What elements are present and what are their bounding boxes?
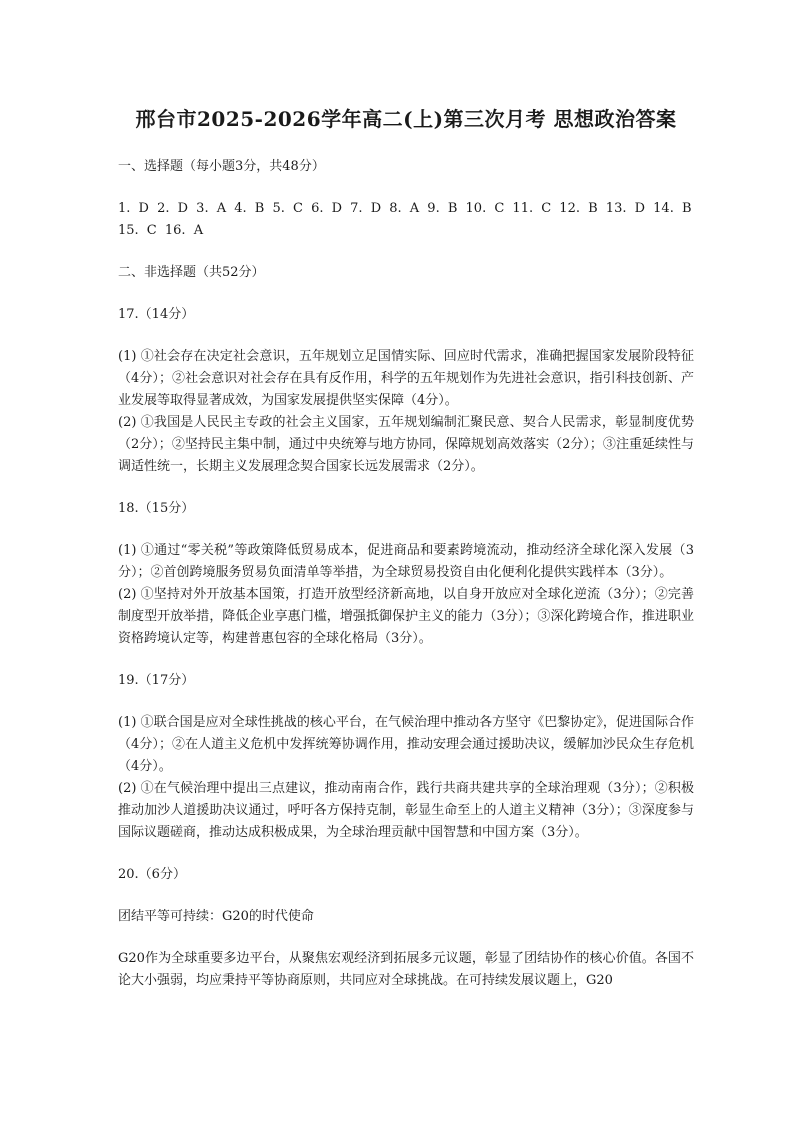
question-19-answer <box>118 712 694 844</box>
question-17-part-1: (1) ①社会存在决定社会意识，五年规划立足国情实际、回应时代需求，准确把握国家发展阶段特征（4分）；②社会意识对社会存在具有反作用，科学的五年规划作为先进社会意识，指引科技创新、产业发展等取得显著成效，为国家发展提供坚实保障（4分）。 <box>118 349 694 408</box>
section-2-heading: 二、非选择题（共52分） <box>118 265 265 280</box>
question-19-heading: 19.（17分） <box>118 673 195 688</box>
question-17-answer <box>118 346 694 478</box>
question-20-heading: 20.（6分） <box>118 867 186 882</box>
question-19-part-1: (1) ①联合国是应对全球性挑战的核心平台，在气候治理中推动各方坚守《巴黎协定》，促进国际合作（4分）；②在人道主义危机中发挥统筹协调作用，推动安理会通过援助决议，缓解加沙民众生存危机（4分）。 <box>118 715 694 774</box>
question-18-part-1: (1) ①通过“零关税”等政策降低贸易成本，促进商品和要素跨境流动，推动经济全球化深入发展（3分）；②首创跨境服务贸易负面清单等举措，为全球贸易投资自由化便利化提供实践样本（3分）。 <box>118 543 694 580</box>
section-1-heading: 一、选择题（每小题3分，共48分） <box>118 159 325 174</box>
choice-answers <box>118 198 694 242</box>
question-19-part-2: (2) ①在气候治理中提出三点建议，推动南南合作，践行共商共建共享的全球治理观（3分）；②积极推动加沙人道援助决议通过，呼吁各方保持克制，彰显生命至上的人道主义精神（3分）；③深度参与国际议题磋商，推动达成积极成果，为全球治理贡献中国智慧和中国方案（3分）。 <box>118 781 694 840</box>
question-18-heading: 18.（15分） <box>118 501 195 516</box>
essay-body: G20作为全球重要多边平台，从聚焦宏观经济到拓展多元议题，彰显了团结协作的核心价值。各国不论大小强弱，均应秉持平等协商原则，共同应对全球挑战。在可持续发展议题上，G20 <box>118 951 694 988</box>
question-18-answer <box>118 540 694 650</box>
choice-answers-line-1: 1. D 2. D 3. A 4. B 5. C 6. D 7. D 8. A 9. B 10. C 11. C 12. B 13. D 14. B <box>118 201 692 216</box>
choice-answers-line-2: 15. C 16. A <box>118 223 204 238</box>
question-17-part-2: (2) ①我国是人民民主专政的社会主义国家，五年规划编制汇聚民意、契合人民需求，彰显制度优势（2分）；②坚持民主集中制，通过中央统筹与地方协同，保障规划高效落实（2分）；③注重延续性与调适性统一，长期主义发展理念契合国家长远发展需求（2分）。 <box>118 415 694 474</box>
question-17-heading: 17.（14分） <box>118 307 195 322</box>
question-18-part-2: (2) ①坚持对外开放基本国策，打造开放型经济新高地，以自身开放应对全球化逆流（3分）；②完善制度型开放举措，降低企业享惠门槛，增强抵御保护主义的能力（3分）；③深化跨境合作，推进职业资格跨境认定等，构建普惠包容的全球化格局（3分）。 <box>118 587 694 646</box>
document-title: 邢台市2025-2026学年高二(上)第三次月考 思想政治答案 <box>135 107 677 131</box>
essay-title: 团结平等可持续：G20的时代使命 <box>118 909 314 924</box>
